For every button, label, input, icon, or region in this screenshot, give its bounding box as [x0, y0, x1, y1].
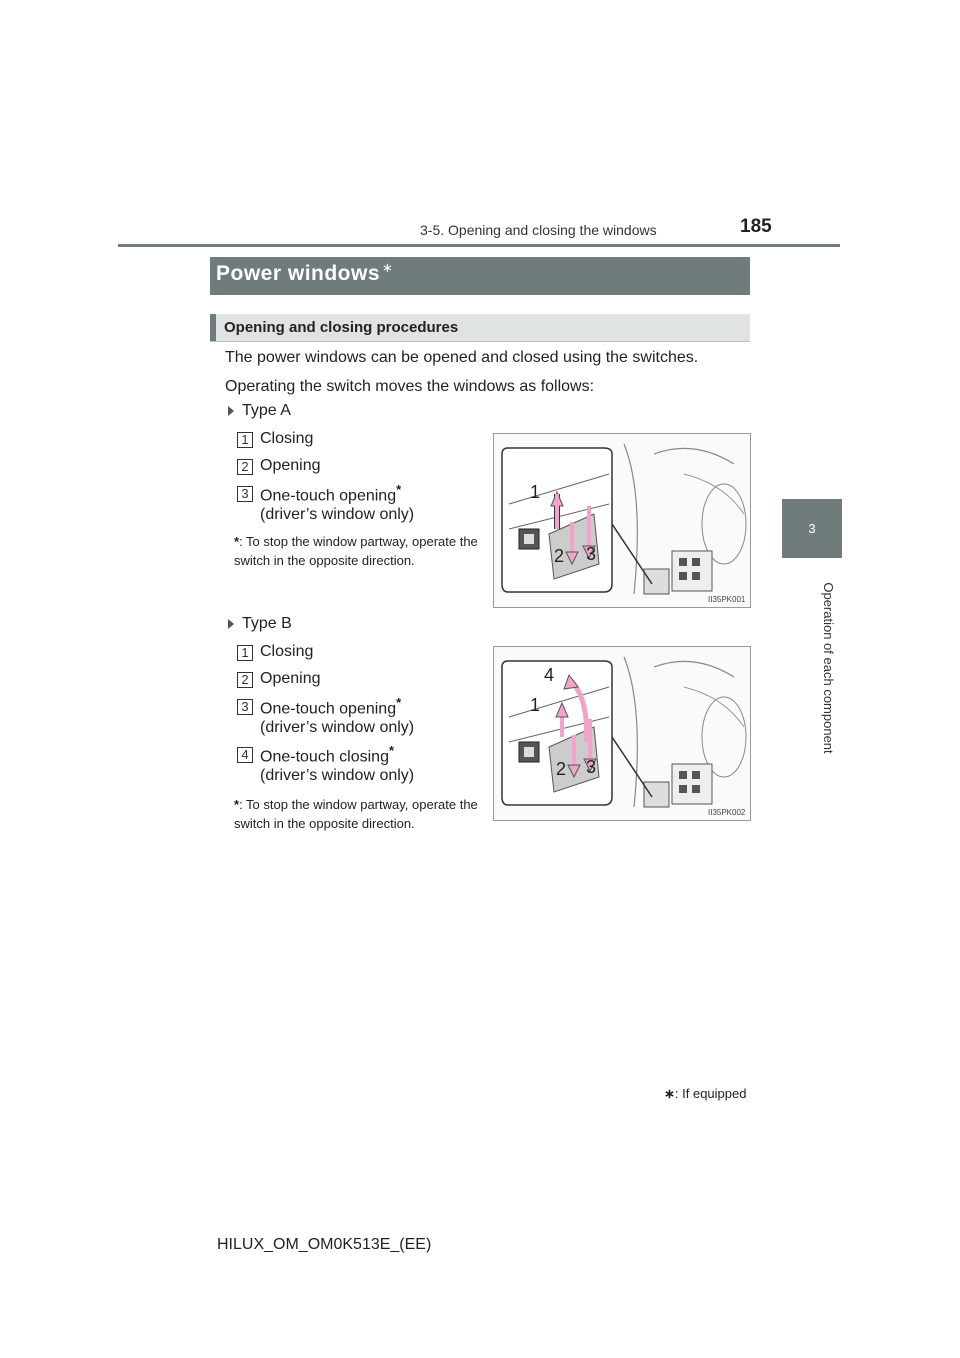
type-b-item-4-text: [260, 743, 394, 766]
header-rule: [118, 244, 840, 247]
type-a-item-1: [237, 431, 253, 449]
type-b-item-1-text: Closing: [260, 643, 314, 660]
asterisk-mark: *: [396, 482, 402, 497]
item-number: 4: [237, 747, 253, 763]
window-switch-illustration: [494, 434, 750, 607]
asterisk-mark: *: [396, 695, 402, 710]
type-b-item-3-note: (driver’s window only): [260, 719, 415, 736]
type-a-item-2: [237, 458, 253, 476]
callout-3: 3: [586, 757, 597, 777]
callout-4: 4: [544, 665, 555, 685]
type-b-item-3: [237, 698, 253, 716]
asterisk-mark: *: [388, 743, 395, 758]
figure-type-b: [493, 646, 751, 821]
section-title: [216, 262, 393, 286]
page-number: 185: [740, 216, 772, 237]
type-a-item-3: [237, 485, 253, 503]
type-b-item-2-text: Opening: [260, 670, 321, 687]
callout-2: 2: [556, 759, 567, 779]
item-number: 1: [237, 645, 253, 661]
bullet-triangle-icon: [228, 619, 234, 629]
type-a-item-1-text: Closing: [260, 430, 314, 447]
callout-2: 2: [554, 546, 565, 566]
item-number: 2: [237, 672, 253, 688]
bullet-triangle-icon: [228, 406, 234, 416]
manual-code: HILUX_OM_OM0K513E_(EE): [217, 1236, 432, 1253]
item-number: 3: [237, 486, 253, 502]
type-b-label: [228, 615, 292, 633]
type-b-footnote: [234, 795, 480, 833]
callout-3: 3: [586, 544, 597, 564]
type-b-item-3-text: [260, 695, 401, 718]
item-number: 1: [237, 432, 253, 448]
figure-type-a: [493, 433, 751, 608]
subsection-title: Opening and closing procedures: [224, 319, 459, 336]
type-b-item-4-note: (driver’s window only): [260, 767, 415, 784]
item-text: One-touch opening: [260, 487, 397, 505]
callout-1: 1: [530, 695, 541, 715]
item-number: 2: [237, 459, 253, 475]
type-b-item-2: [237, 671, 253, 689]
type-a-item-2-text: Opening: [260, 457, 321, 474]
subsection-accent: [210, 314, 216, 341]
callout-1: 1: [530, 482, 541, 502]
item-number: 3: [237, 699, 253, 715]
type-a-footnote: [234, 532, 480, 570]
subsection-rule: [210, 341, 750, 342]
if-equipped-mark: ∗: [664, 1086, 675, 1101]
footnote-text: : To stop the window partway, operate the switch in the opposite direction.: [234, 797, 478, 831]
footnote-text: : To stop the window partway, operate the switch in the opposite direction.: [234, 534, 478, 568]
figure-code: II35PK001: [708, 595, 746, 604]
item-text: One-touch closing: [260, 748, 389, 766]
type-b-item-4: [237, 746, 253, 764]
if-equipped-note: [664, 1086, 746, 1102]
footnote-mark: *: [234, 534, 240, 549]
footnote-mark: *: [234, 797, 240, 812]
if-equipped-text: : If equipped: [674, 1086, 747, 1101]
type-b-label-text: Type B: [242, 615, 292, 632]
chapter-tab: 3: [782, 499, 842, 558]
section-title-text: Power windows: [216, 262, 381, 285]
window-switch-illustration: [494, 647, 750, 820]
section-title-mark: ∗: [382, 260, 394, 275]
figure-code: II35PK002: [708, 808, 746, 817]
type-a-label-text: Type A: [242, 402, 291, 419]
intro-line-2: Operating the switch moves the windows as follows:: [225, 378, 595, 395]
type-a-label: [228, 402, 291, 420]
type-a-item-3-text: [260, 482, 401, 505]
type-a-item-3-note: (driver’s window only): [260, 506, 415, 523]
running-header: 3-5. Opening and closing the windows: [420, 222, 657, 238]
item-text: One-touch opening: [260, 700, 397, 718]
chapter-title: Operation of each component: [821, 582, 836, 754]
type-b-item-1: [237, 644, 253, 662]
intro-line-1: The power windows can be opened and closed using the switches.: [225, 349, 699, 366]
